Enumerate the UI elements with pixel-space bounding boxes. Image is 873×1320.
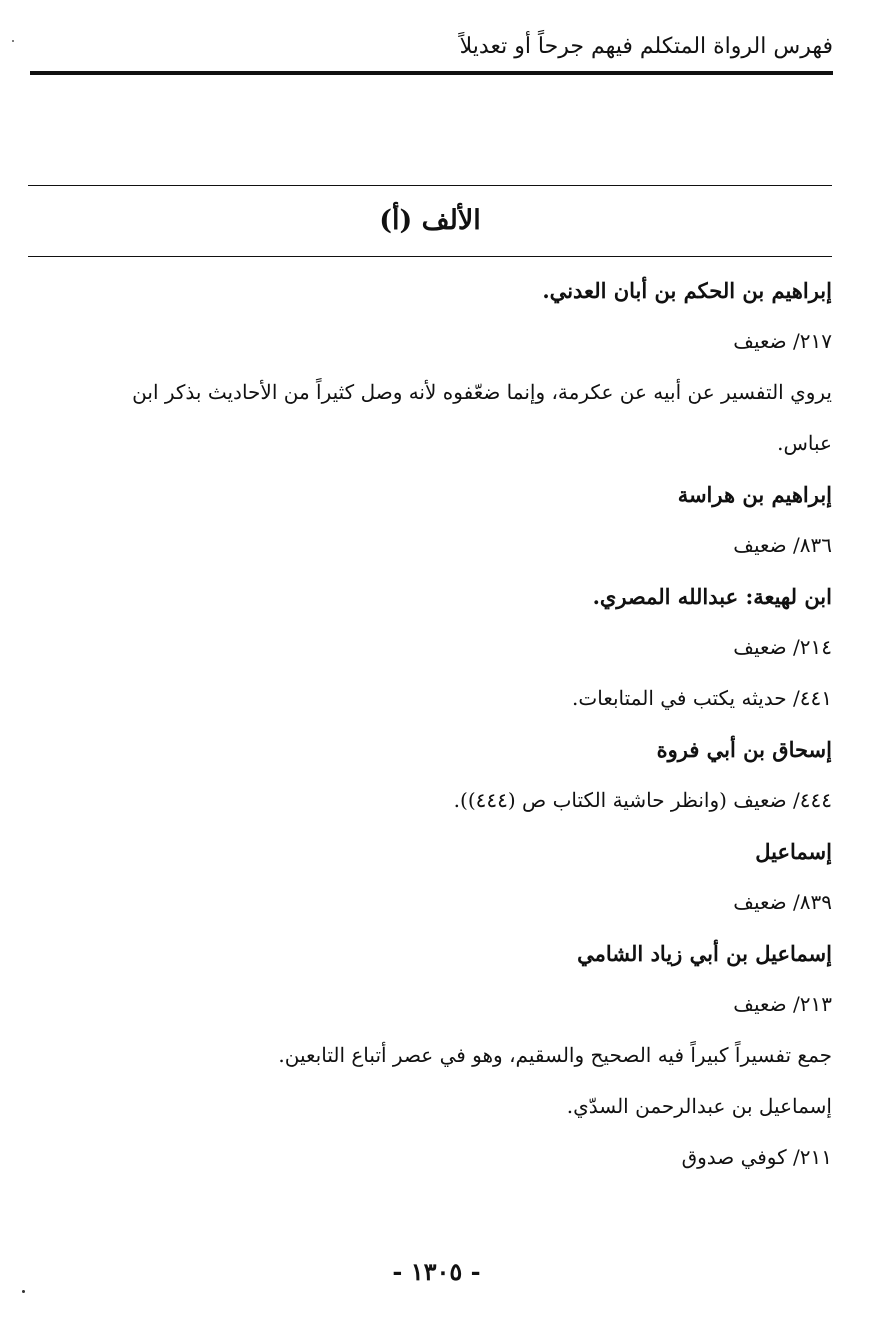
entry-text: إسماعيل بن عبدالرحمن السدّي.	[566, 1094, 832, 1118]
entry-text: يروي التفسير عن أبيه عن عكرمة، وإنما ضعّفوه لأنه وصل كثيراً من الأحاديث بذكر ابن	[132, 380, 832, 404]
scan-speck	[22, 1290, 25, 1293]
entries-list	[60, 265, 832, 1183]
narrator-name: إبراهيم بن الحكم بن أبان العدني.	[542, 278, 832, 303]
entry-text: ٢١١/ كوفي صدوق	[681, 1145, 832, 1169]
entry-text: ٤٤١/ حديثه يكتب في المتابعات.	[572, 686, 832, 710]
section-title: الألف (أ)	[379, 205, 481, 236]
entry-text: ٢١٤/ ضعيف	[733, 635, 832, 659]
section-rule-bottom	[28, 256, 832, 257]
narrator-name: ابن لهيعة: عبدالله المصري.	[592, 584, 832, 609]
header-rule	[30, 71, 833, 75]
page-number: - ١٣٠٥ -	[392, 1257, 481, 1286]
running-header: فهرس الرواة المتكلم فيهم جرحاً أو تعديلاً	[459, 34, 833, 59]
entry-text: ٨٣٩/ ضعيف	[733, 890, 832, 914]
entry-text: ٤٤٤/ ضعيف (وانظر حاشية الكتاب ص (٤٤٤)).	[453, 788, 832, 812]
scan-speck	[12, 40, 14, 42]
entry-text: عباس.	[777, 431, 832, 455]
narrator-name: إسماعيل	[755, 839, 832, 864]
entry-text: ٢١٣/ ضعيف	[733, 992, 832, 1016]
narrator-name: إبراهيم بن هراسة	[677, 482, 832, 507]
entry-text: ٨٣٦/ ضعيف	[733, 533, 832, 557]
narrator-name: إسماعيل بن أبي زياد الشامي	[577, 941, 832, 966]
entry-text: جمع تفسيراً كبيراً فيه الصحيح والسقيم، وهو في عصر أتباع التابعين.	[278, 1043, 832, 1067]
section-rule-top	[28, 185, 832, 186]
entry-text: ٢١٧/ ضعيف	[733, 329, 832, 353]
narrator-name: إسحاق بن أبي فروة	[656, 737, 832, 762]
